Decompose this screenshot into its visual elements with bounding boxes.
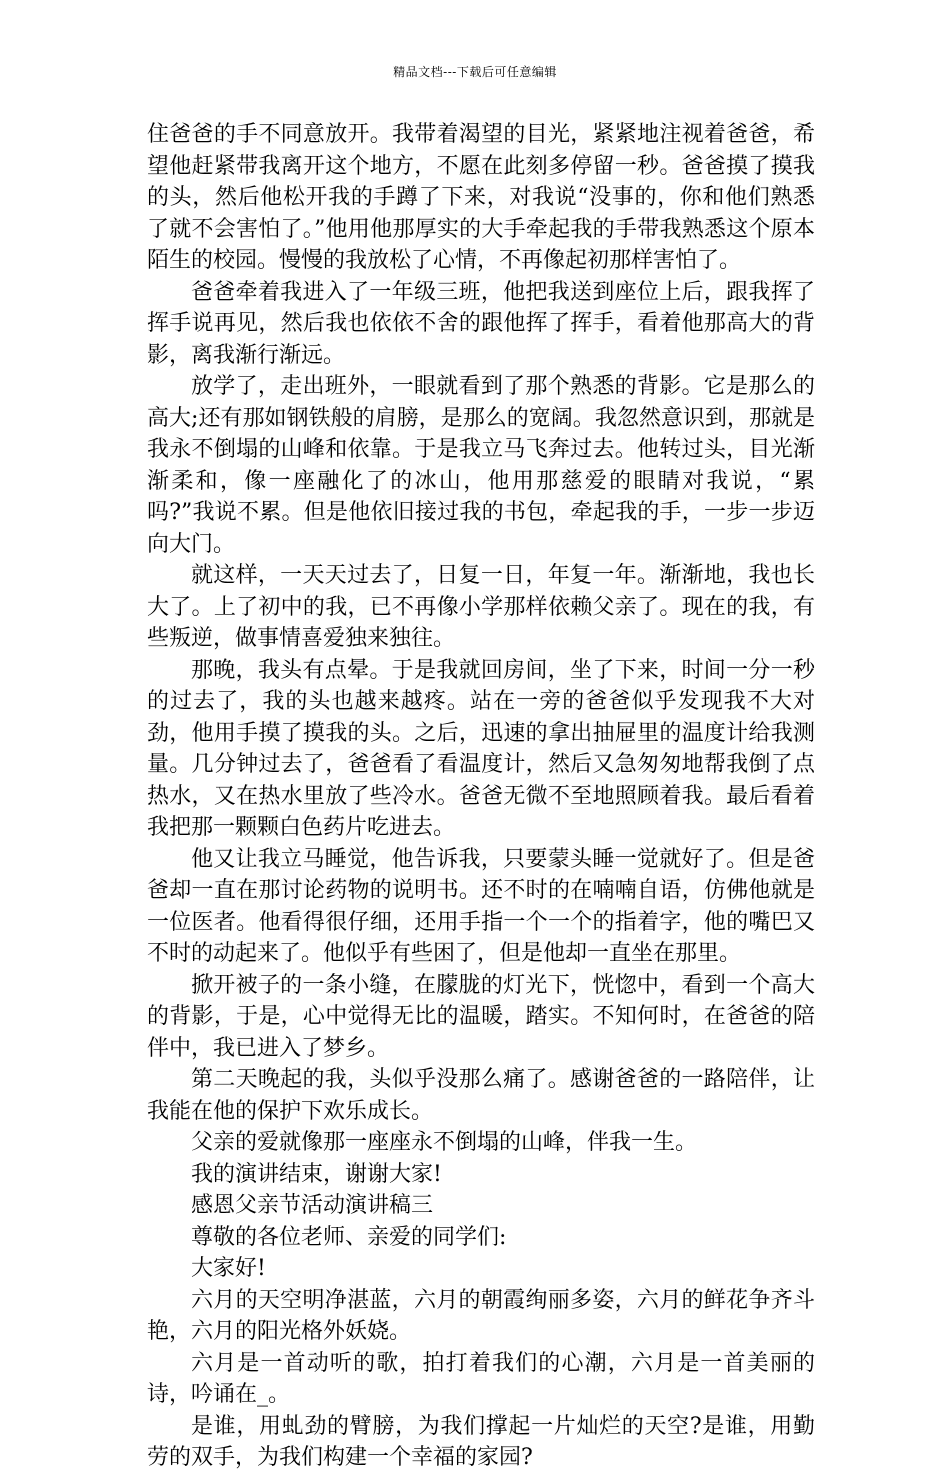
paragraph: 他又让我立马睡觉，他告诉我，只要蒙头睡一觉就好了。但是爸爸却一直在那讨论药物的说明书。还不时的在喃喃自语，仿佛他就是一位医者。他看得很仔细，还用手指一个一个的指着字，他的嘴巴又不时的动起来了。他似乎有些困了，但是他却一直坐在那里。 [147, 846, 815, 966]
paragraph: 是谁，用虬劲的臂膀，为我们撑起一片灿烂的天空?是谁，用勤劳的双手，为我们构建一个幸福的家园? [147, 1413, 815, 1470]
paragraph: 父亲的爱就像那一座座永不倒塌的山峰，伴我一生。 [191, 1130, 698, 1155]
paragraph: 第二天晚起的我，头似乎没那么痛了。感谢爸爸的一路陪伴，让我能在他的保护下欢乐成长。 [147, 1067, 815, 1124]
greeting: 大家好! [191, 1256, 266, 1281]
page-header: 精品文档---下载后可任意编辑 [393, 65, 557, 79]
paragraph: 住爸爸的手不同意放开。我带着渴望的目光，紧紧地注视着爸爸，希望他赶紧带我离开这个地方，不愿在此刻多停留一秒。爸爸摸了摸我的头，然后他松开我的手蹲了下来，对我说“没事的，你和他们熟悉了就不会害怕了。”他用他那厚实的大手牵起我的手带我熟悉这个原本陌生的校园。慢慢的我放松了心情，不再像起初那样害怕了。 [147, 122, 815, 273]
paragraph: 六月的天空明净湛蓝，六月的朝霞绚丽多姿，六月的鲜花争齐斗艳，六月的阳光格外妖娆。 [147, 1287, 815, 1344]
paragraph: 我的演讲结束，谢谢大家! [191, 1161, 442, 1187]
paragraph: 掀开被子的一条小缝，在朦胧的灯光下，恍惚中，看到一个高大的背影，于是，心中觉得无比的温暖，踏实。不知何时，在爸爸的陪伴中，我已进入了梦乡。 [147, 972, 815, 1061]
paragraph: 放学了，走出班外，一眼就看到了那个熟悉的背影。它是那么的高大;还有那如钢铁般的肩膀，是那么的宽阔。我忽然意识到，那就是我永不倒塌的山峰和依靠。于是我立马飞奔过去。他转过头，目光渐渐柔和，像一座融化了的冰山，他用那慈爱的眼睛对我说，“累吗?”我说不累。但是他依旧接过我的书包，牵起我的手，一步一步迈向大门。 [147, 374, 815, 557]
paragraph: 那晚，我头有点晕。于是我就回房间，坐了下来，时间一分一秒的过去了，我的头也越来越疼。站在一旁的爸爸似乎发现我不大对劲，他用手摸了摸我的头。之后，迅速的拿出抽屉里的温度计给我测量。几分钟过去了，爸爸看了看温度计，然后又急匆匆地帮我倒了点热水，又在热水里放了些冷水。爸爸无微不至地照顾着我。最后看着我把那一颗颗白色药片吃进去。 [147, 657, 815, 840]
salutation: 尊敬的各位老师、亲爱的同学们: [191, 1224, 507, 1250]
paragraph: 爸爸牵着我进入了一年级三班，他把我送到座位上后，跟我挥了挥手说再见，然后我也依依不舍的跟他挥了挥手，看着他那高大的背影，离我渐行渐远。 [147, 279, 815, 368]
paragraph: 就这样，一天天过去了，日复一日，年复一年。渐渐地，我也长大了。上了初中的我，已不再像小学那样依赖父亲了。现在的我，有些叛逆，做事情喜爱独来独往。 [147, 563, 815, 651]
paragraph: 六月是一首动听的歌，拍打着我们的心潮，六月是一首美丽的诗，吟诵在_。 [147, 1350, 815, 1407]
document-body [147, 119, 815, 1474]
speech-title: 感恩父亲节活动演讲稿三 [191, 1193, 434, 1218]
